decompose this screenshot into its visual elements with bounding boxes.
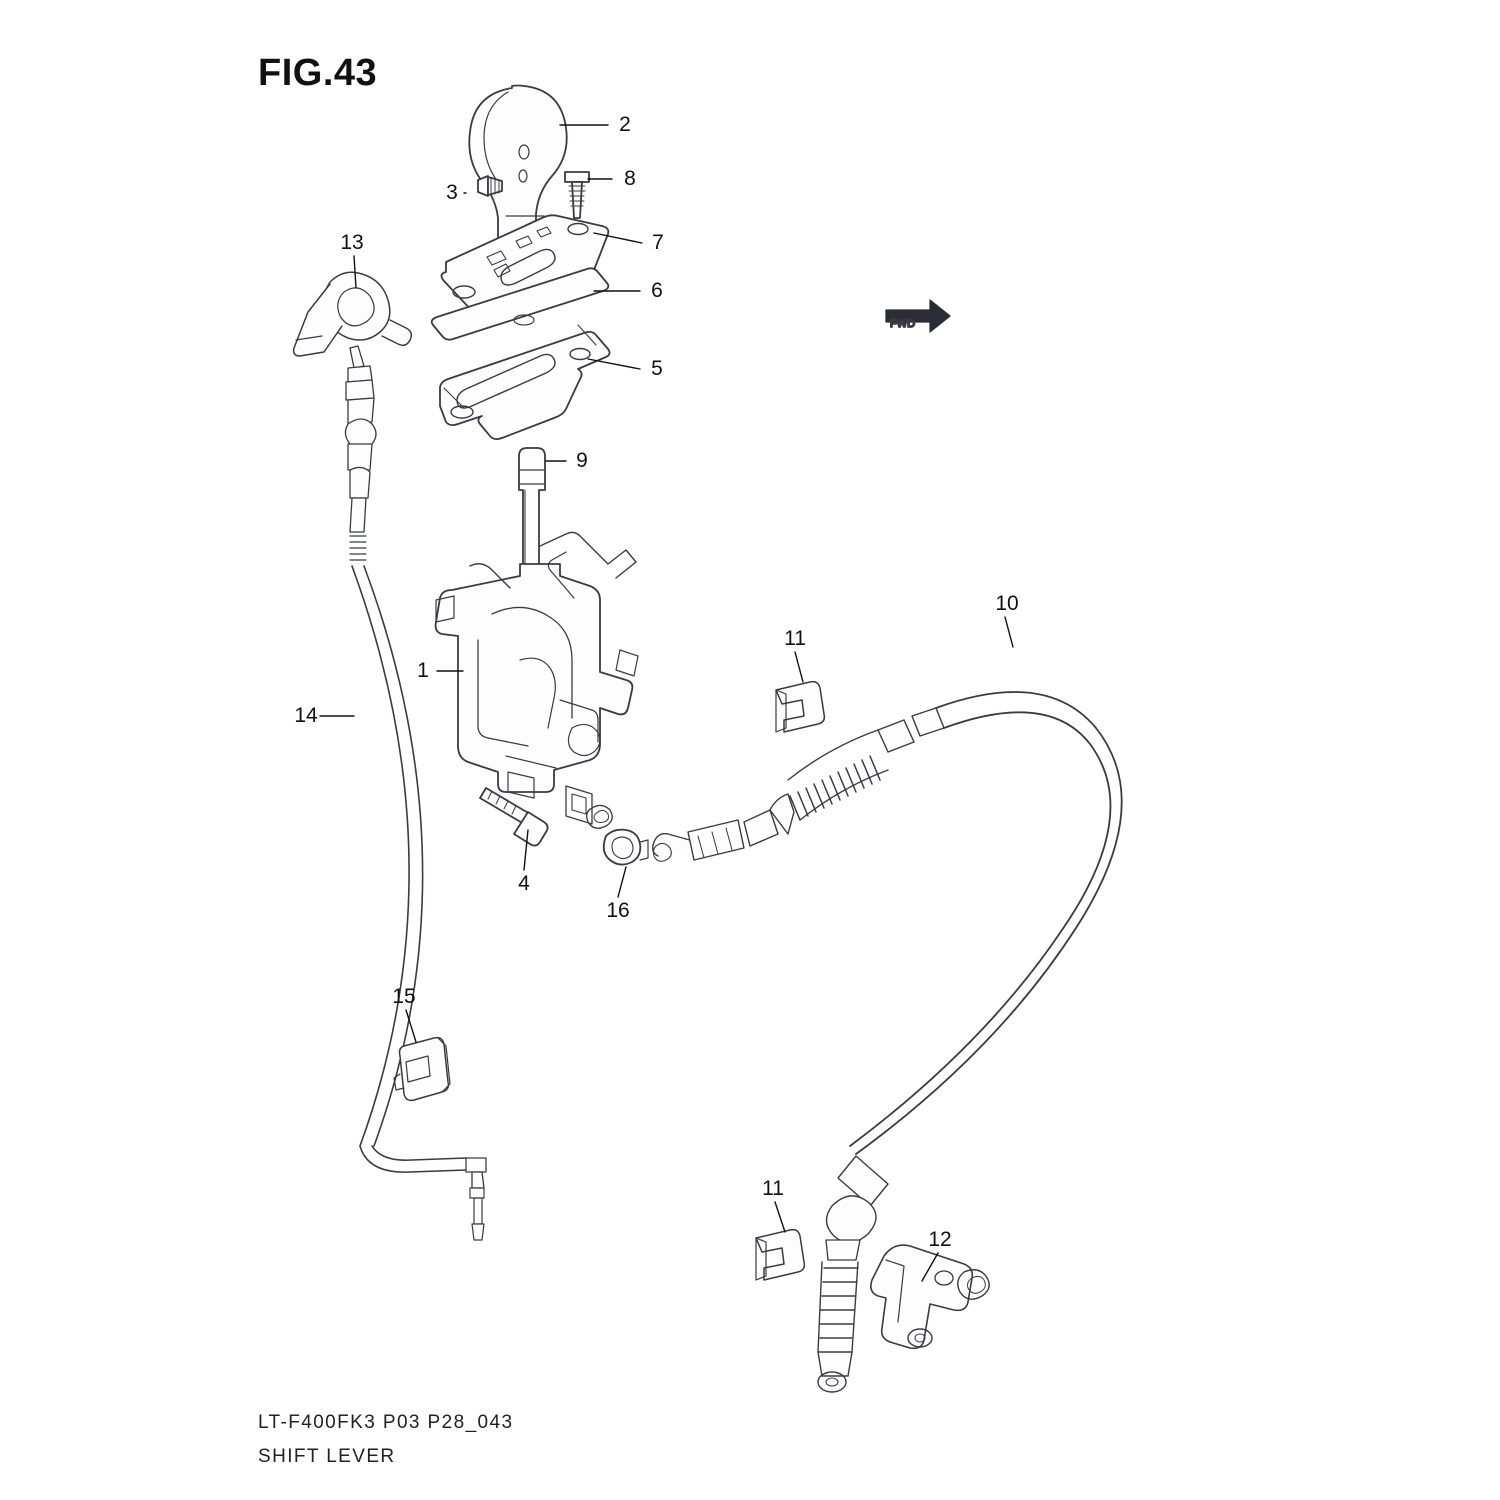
callout-2: 2 xyxy=(619,113,631,136)
figure-title: FIG.43 xyxy=(258,52,378,94)
callout-13: 13 xyxy=(340,231,364,254)
callout-1: 1 xyxy=(417,659,429,682)
part-screw-8 xyxy=(565,172,589,218)
callout-10: 10 xyxy=(995,592,1019,615)
callout-4: 4 xyxy=(518,872,530,895)
callout-16: 16 xyxy=(606,899,630,922)
part-cable-clamp-15 xyxy=(394,1038,450,1101)
fwd-label: FWD xyxy=(890,318,916,330)
callout-6: 6 xyxy=(651,279,663,302)
part-cable-upper-end-13 xyxy=(294,272,412,498)
callout-14: 14 xyxy=(294,704,318,727)
part-clip-11-lower xyxy=(756,1230,804,1280)
leader-lines xyxy=(320,125,1013,1281)
part-gate-plate-5 xyxy=(440,325,610,439)
fwd-direction-marker xyxy=(886,300,950,332)
callout-5: 5 xyxy=(651,357,663,380)
part-clip-11-upper xyxy=(776,682,824,732)
part-shift-arm-12 xyxy=(871,1245,989,1348)
callout-12: 12 xyxy=(928,1228,952,1251)
callout-8: 8 xyxy=(624,167,636,190)
callout-15: 15 xyxy=(392,985,416,1008)
figure-name: SHIFT LEVER xyxy=(258,1446,396,1467)
callout-11-upper: 11 xyxy=(784,627,806,650)
part-lever-case-1 xyxy=(436,532,638,828)
callout-9: 9 xyxy=(576,449,588,472)
callout-11-lower: 11 xyxy=(762,1177,784,1200)
model-code: LT-F400FK3 P03 P28_043 xyxy=(258,1412,514,1433)
part-bolt-4 xyxy=(480,788,548,846)
callout-7: 7 xyxy=(652,231,664,254)
part-bushing-16 xyxy=(604,830,648,865)
callout-3: 3 xyxy=(446,181,458,204)
